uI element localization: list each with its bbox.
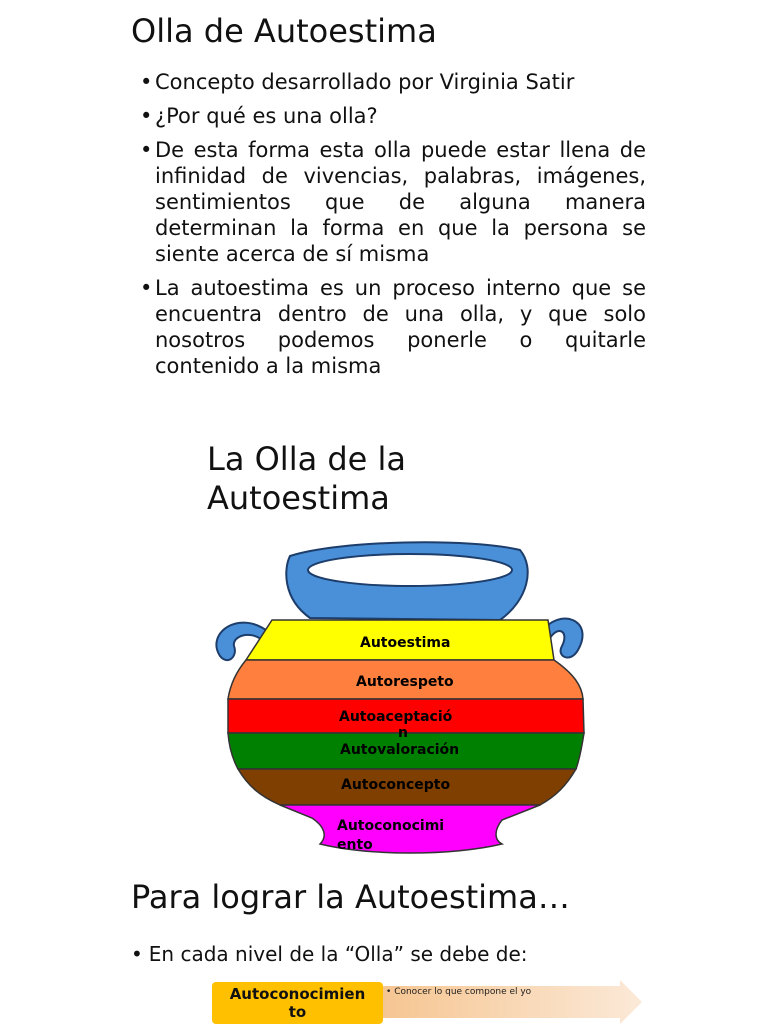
bullet-text: De esta forma esta olla puede estar llena de infinidad de vivencias, palabras, imágenes, sentimientos que de alguna manera determinan la forma en que la persona se siente acerca de sí misma <box>155 138 646 266</box>
layer-label: Autorespeto <box>356 674 454 690</box>
bullet-item <box>140 69 646 95</box>
layer-label: Autoconocimi <box>337 818 445 834</box>
pot-mouth <box>308 554 512 586</box>
bullet-dot: • <box>131 942 143 966</box>
section-bullet <box>131 942 528 966</box>
diagram-title-line: La Olla de la <box>207 440 407 478</box>
pot-diagram <box>210 538 595 856</box>
bullet-dot: • <box>140 104 153 128</box>
bullet-item <box>140 275 646 379</box>
bullet-item <box>140 103 646 129</box>
level-box-line: to <box>288 1003 307 1021</box>
bullet-dot: • <box>140 138 153 162</box>
bullet-dot: • <box>140 276 153 300</box>
bullet-text: Concepto desarrollado por Virginia Satir <box>155 70 575 94</box>
page-title: Olla de Autoestima <box>131 12 437 50</box>
diagram-title <box>207 440 406 518</box>
layer-label: Autovaloración <box>340 742 460 758</box>
level-box-line: Autoconocimien <box>229 985 366 1003</box>
bullet-text: ¿Por qué es una olla? <box>155 104 378 128</box>
bullet-text: La autoestima es un proceso interno que se encuentra dentro de una olla, y que solo nosotros podemos ponerle o quitarle contenido a la misma <box>155 276 646 378</box>
layer-label: Autoestima <box>360 635 451 651</box>
diagram-title-line: Autoestima <box>207 479 390 517</box>
bullet-item <box>140 137 646 267</box>
layer-label: n <box>398 725 408 741</box>
layer-label: ento <box>337 837 373 853</box>
layer-label: Autoconcepto <box>341 777 451 793</box>
layer-label: Autoaceptació <box>339 709 453 725</box>
section-title: Para lograr la Autoestima… <box>131 878 570 916</box>
level-description <box>386 987 531 997</box>
level-box <box>212 982 383 1024</box>
bullet-dot: • <box>386 987 392 997</box>
bullet-dot: • <box>140 70 153 94</box>
bullet-list <box>140 69 646 387</box>
description-text: Conocer lo que compone el yo <box>394 987 532 997</box>
bullet-text: En cada nivel de la “Olla” se debe de: <box>148 942 528 966</box>
